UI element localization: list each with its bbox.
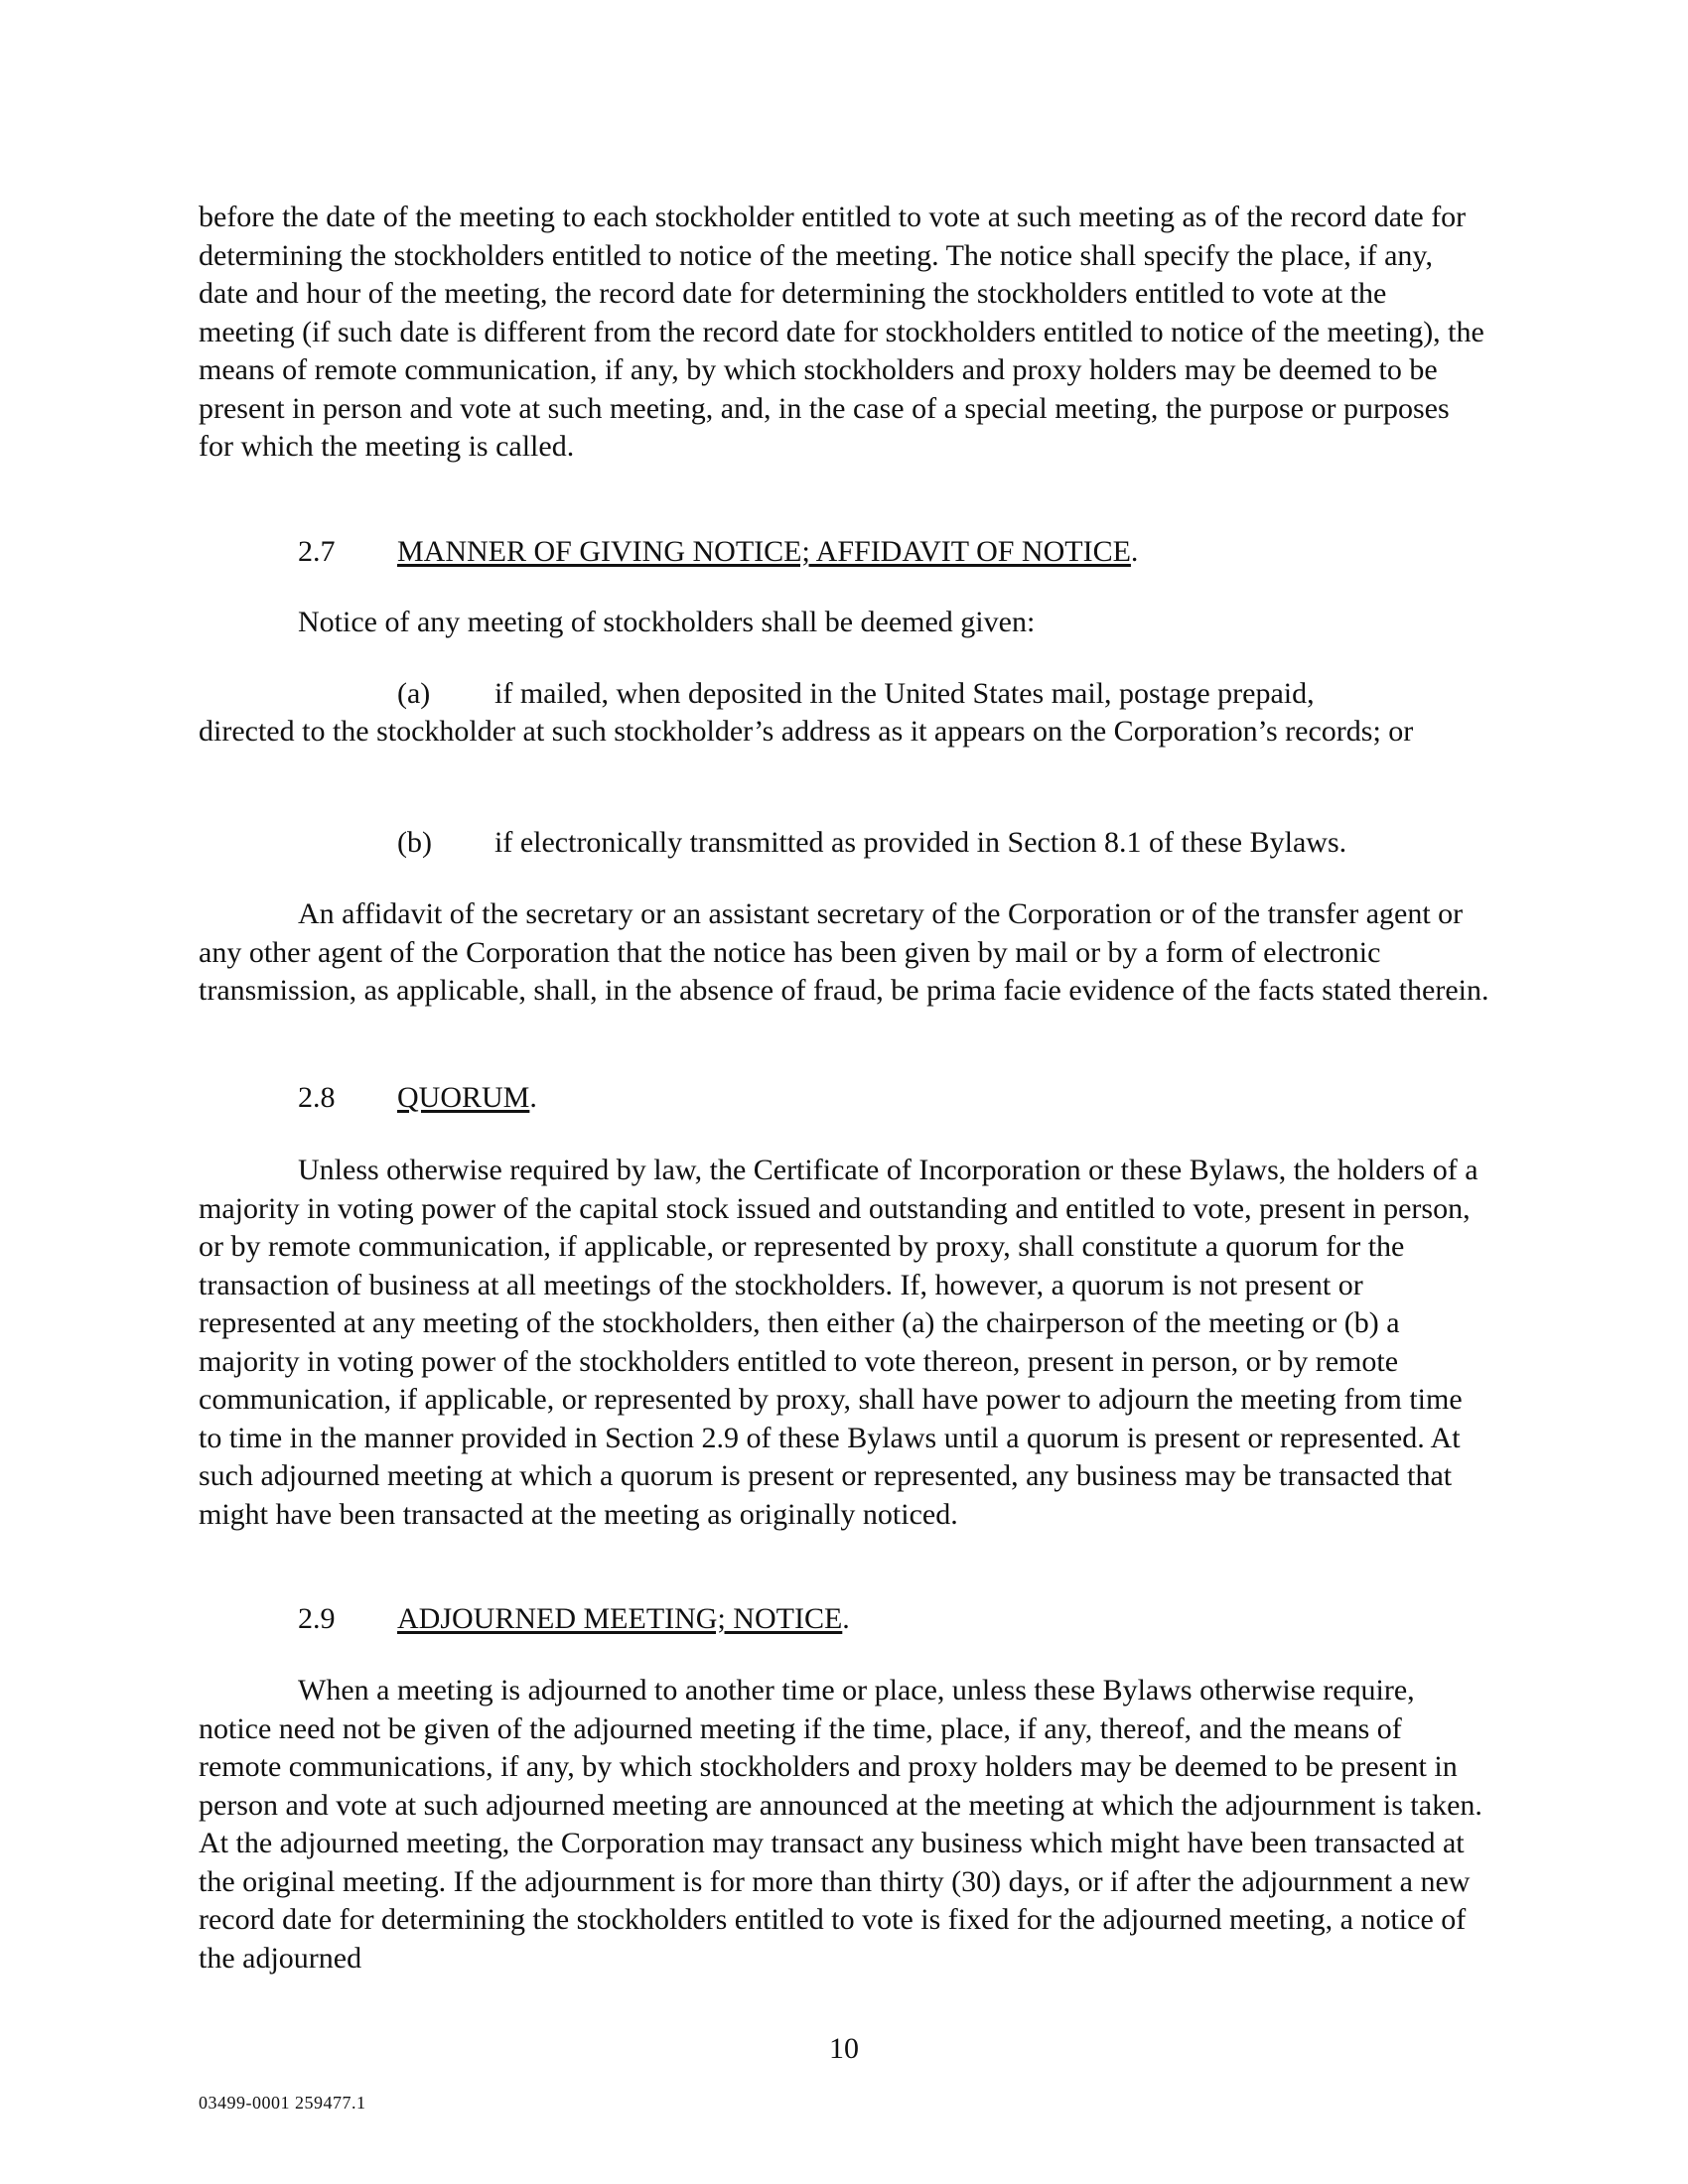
list-item-text: if electronically transmitted as provided in Section 8.1 of these Bylaws. — [494, 826, 1347, 859]
paragraph-affidavit: An affidavit of the secretary or an assistant secretary of the Corporation or of the transfer agent or any other agent of the Corporation that the notice has been given by mail or by a form of electronic transmission, as applicable, shall, in the absence of fraud, be prima facie evidence of the facts stated therein. — [199, 897, 1489, 1007]
list-item-label: (b) — [397, 826, 432, 859]
list-item-a-first-line — [397, 675, 1315, 714]
section-number: 2.7 — [298, 535, 336, 568]
section-heading-2-7 — [298, 533, 1138, 571]
section-heading-2-8 — [298, 1079, 537, 1117]
section-title: ADJOURNED MEETING; NOTICE — [397, 1602, 843, 1635]
heading-period: . — [1130, 535, 1139, 568]
list-item-a-continuation: directed to the stockholder at such stockholder’s address as it appears on the Corporation’s records; or — [199, 715, 1414, 748]
section-number: 2.8 — [298, 1081, 336, 1114]
paragraph-notice-intro: Notice of any meeting of stockholders shall be deemed given: — [298, 606, 1036, 638]
paragraph-adjourned-meeting: When a meeting is adjourned to another time or place, unless these Bylaws otherwise require, notice need not be given of the adjourned meeting if the time, place, if any, thereof, and the means of remote communications, if any, by which stockholders and proxy holders may be deemed to be present in person and vote at such adjourned meeting are announced at the meeting at which the adjournment is taken. At the adjourned meeting, the Corporation may transact any business which might have been transacted at the original meeting. If the adjournment is for more than thirty (30) days, or if after the adjournment a new record date for determining the stockholders entitled to vote is fixed for the adjourned meeting, a notice of the adjourned — [199, 1674, 1482, 1975]
heading-period: . — [529, 1081, 537, 1114]
section-heading-2-9 — [298, 1600, 850, 1638]
page-number: 10 — [829, 2032, 859, 2065]
section-title: MANNER OF GIVING NOTICE; AFFIDAVIT OF NOTICE — [397, 535, 1131, 568]
document-id-footer: 03499-0001 259477.1 — [199, 2093, 366, 2113]
list-item-label: (a) — [397, 677, 431, 710]
section-title: QUORUM — [397, 1081, 530, 1114]
paragraph-notice-continuation: before the date of the meeting to each stockholder entitled to vote at such meeting as of the record date for determining the stockholders entitled to notice of the meeting. The notice shall specify the place, if any, date and hour of the meeting, the record date for determining the stockholders entitled to vote at the meeting (if such date is different from the record date for stockholders entitled to notice of the meeting), the means of remote communication, if any, by which stockholders and proxy holders may be deemed to be present in person and vote at such meeting, and, in the case of a special meeting, the purpose or purposes for which the meeting is called. — [199, 201, 1484, 463]
list-item-text: if mailed, when deposited in the United States mail, postage prepaid, — [494, 677, 1315, 710]
section-number: 2.9 — [298, 1602, 336, 1635]
heading-period: . — [842, 1602, 850, 1635]
paragraph-quorum: Unless otherwise required by law, the Certificate of Incorporation or these Bylaws, the holders of a majority in voting power of the capital stock issued and outstanding and entitled to vote, present in person, or by remote communication, if applicable, or represented by proxy, shall constitute a quorum for the transaction of business at all meetings of the stockholders. If, however, a quorum is not present or represented at any meeting of the stockholders, then either (a) the chairperson of the meeting or (b) a majority in voting power of the stockholders entitled to vote thereon, present in person, or by remote communication, if applicable, or represented by proxy, shall have power to adjourn the meeting from time to time in the manner provided in Section 2.9 of these Bylaws until a quorum is present or represented. At such adjourned meeting at which a quorum is present or represented, any business may be transacted that might have been transacted at the meeting as originally noticed. — [199, 1154, 1478, 1531]
list-item-b — [397, 824, 1346, 863]
